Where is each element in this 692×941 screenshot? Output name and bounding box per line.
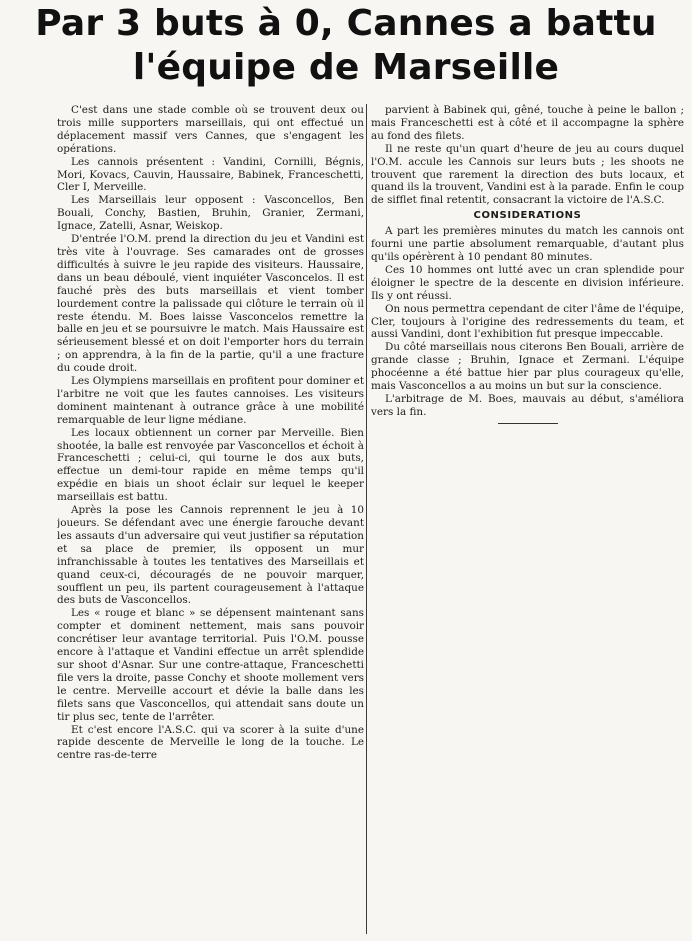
left-paragraph: Les « rouge et blanc » se dépensent maintenant sans compter et dominent nettement, mais sans pouvoir concrétiser leur avantage territorial. Puis l'O.M. pousse encore à l'attaque et Vandini effectue un arrêt splendide sur shoot d'Asnar. Sur une contre-attaque, Franceschetti file vers la droite, passe Conchy et shoote mollement vers le centre. Merveille accourt et dévie la balle dans les filets sans que Vasconcellos, qui attendait sans doute un tir plus sec, tente de l'arrêter.	[57, 607, 364, 723]
left-paragraph: Les Marseillais leur opposent : Vasconcellos, Ben Bouali, Conchy, Bastien, Bruhin, Granier, Zermani, Ignace, Zatelli, Asnar, Weiskop.	[57, 194, 364, 233]
column-separator	[366, 104, 367, 934]
right-column	[371, 104, 684, 554]
left-paragraph: D'entrée l'O.M. prend la direction du jeu et Vandini est très vite à l'ouvrage. Ses camarades ont de grosses difficultés à suivre le jeu rapide des visiteurs. Haussaire, dans un beau déboulé, vient inquiéter Vasconcelos. Il est fauché près des buts marseillais et vient tomber lourdement contre la palissade qui clôture le terrain où il reste étendu. M. Boes laisse Vasconcelos remettre la balle en jeu et se poursuivre le match. Mais Haussaire est sérieusement blessé et on doit l'emporter hors du terrain ; on apprendra, à la fin de la partie, qu'il a une fracture du coude droit.	[57, 233, 364, 375]
section-subheading: CONSIDERATIONS	[473, 210, 582, 222]
left-column	[57, 104, 364, 936]
right-paragraph: Il ne reste qu'un quart d'heure de jeu au cours duquel l'O.M. accule les Cannois sur leurs buts ; les shoots ne trouvent que rarement la direction des buts locaux, et quand ils la trouvent, Vandini est à la parade. Enfin le coup de sifflet final retentit, consacrant la victoire de l'A.S.C.	[371, 142, 684, 207]
headline-line-2: l'équipe de Marseille	[132, 47, 560, 88]
right-paragraph: On nous permettra cependant de citer l'âme de l'équipe, Cler, toujours à l'origine des redressements du team, et aussi Vandini, dont l'exhibition fut presque impeccable.	[371, 302, 684, 341]
right-paragraph: parvient à Babinek qui, gêné, touche à peine le ballon ; mais Franceschetti est à côté et il accompagne la sphère au fond des filets.	[371, 104, 684, 142]
left-paragraph: Les Olympiens marseillais en profitent pour dominer et l'arbitre ne voit que les fautes cannoises. Les visiteurs dominent maintenant à outrance grâce à une mobilité remarquable de leur ligne médiane.	[57, 375, 364, 426]
left-paragraph: Les cannois présentent : Vandini, Cornilli, Bégnis, Mori, Kovacs, Cauvin, Haussaire, Babinek, Franceschetti, Cler I, Merveille.	[57, 155, 364, 194]
article-headline	[0, 2, 692, 90]
right-paragraph: Ces 10 hommes ont lutté avec un cran splendide pour éloigner le spectre de la descente en division inférieure. Ils y ont réussi.	[371, 263, 684, 302]
left-paragraph: Après la pose les Cannois reprennent le jeu à 10 joueurs. Se défendant avec une énergie farouche devant les assauts d'un adversaire qui veut justifier sa réputation et sa place de premier, ils opposent un mur infranchissable à toutes les tentatives des Marseillais et quand ceux-ci, découragés de ne pouvoir marquer, soufflent un peu, ils partent courageusement à l'attaque des buts de Vasconcellos.	[57, 504, 364, 607]
right-paragraph: Du côté marseillais nous citerons Ben Bouali, arrière de grande classe ; Bruhin, Ignace et Zermani. L'équipe phocéenne a été battue hier par plus courageux qu'elle, mais Vasconcellos a au moins un but sur la conscience.	[371, 341, 684, 393]
left-paragraph: C'est dans une stade comble où se trouvent deux ou trois mille supporters marseillais, qui ont effectué un déplacement massif vers Cannes, que s'engagent les opérations.	[57, 104, 364, 155]
right-paragraph: A part les premières minutes du match les cannois ont fourni une partie absolument remarquable, d'autant plus qu'ils opérèrent à 10 pendant 80 minutes.	[371, 225, 684, 263]
left-paragraph: Les locaux obtiennent un corner par Merveille. Bien shootée, la balle est renvoyée par Vasconcellos et échoit à Franceschetti ; celui-ci, qui tourne le dos aux buts, effectue un demi-tour rapide en même temps qu'il expédie en biais un shoot éclair sur lequel le keeper marseillais est battu.	[57, 426, 364, 504]
left-paragraph: Et c'est encore l'A.S.C. qui va scorer à la suite d'une rapide descente de Merveille le long de la touche. Le centre ras-de-terre	[57, 723, 364, 762]
headline-line-1: Par 3 buts à 0, Cannes a battu	[35, 3, 657, 44]
right-paragraph: L'arbitrage de M. Boes, mauvais au début, s'améliora vers la fin.	[371, 392, 684, 418]
article-end-rule	[498, 423, 558, 424]
